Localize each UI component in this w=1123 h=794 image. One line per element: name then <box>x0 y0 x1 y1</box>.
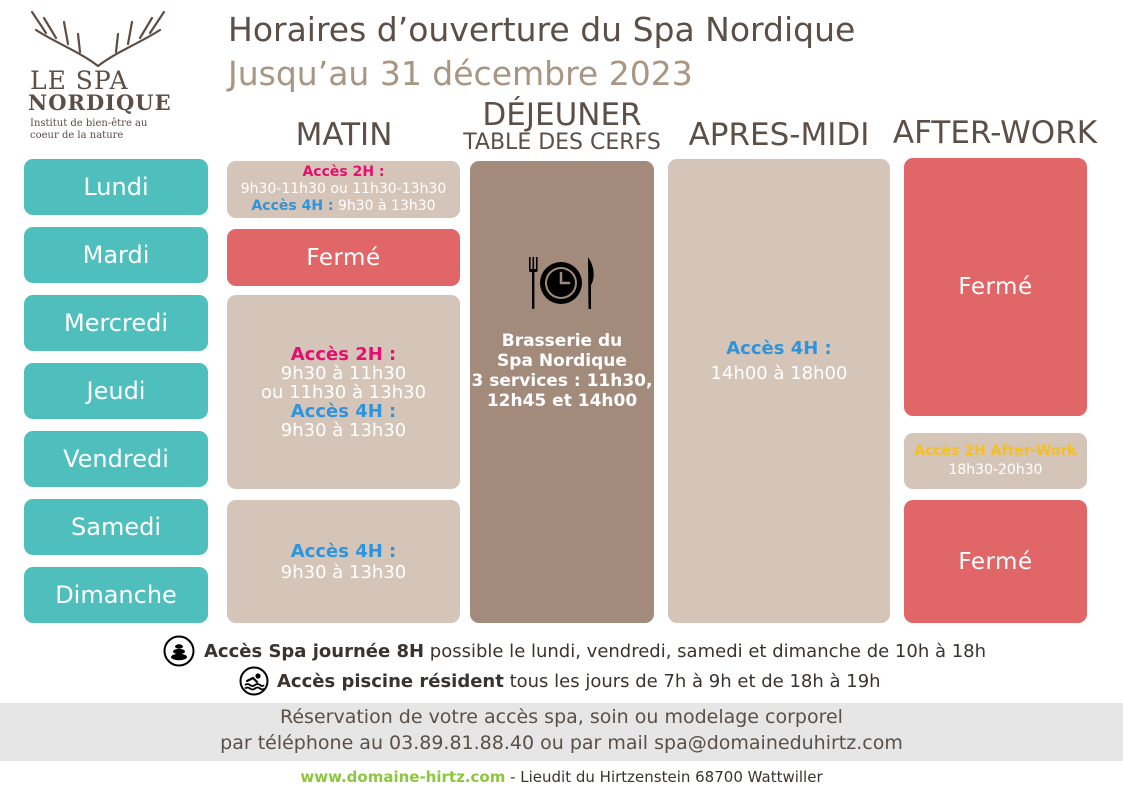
spa-day-note <box>163 636 986 666</box>
pool-note-text <box>277 671 881 692</box>
day-dimanche <box>24 567 208 623</box>
access-4h-label: Accès 4H : <box>726 338 832 359</box>
pool-rest: tous les jours de 7h à 9h et de 18h à 19h <box>503 670 881 692</box>
matin-weekend <box>227 500 460 623</box>
day-mardi <box>24 227 208 283</box>
after-work-friday <box>904 433 1087 489</box>
reservation-line-1: Réservation de votre accès spa, soin ou modelage corporel <box>280 706 843 728</box>
logo-tagline-2: coeur de la nature <box>30 130 124 141</box>
access-2h-label: Accès 2H : <box>302 164 385 180</box>
dejeuner-text <box>470 331 654 411</box>
day-lundi <box>24 159 208 215</box>
apres-midi-content <box>711 336 848 386</box>
access-2h-label: Accès 2H : <box>290 343 397 365</box>
access-4h-hours: 9h30 à 13h30 <box>280 561 407 583</box>
access-4h-hours: 9h30 à 13h30 <box>280 419 407 441</box>
dejeuner-line-2: Spa Nordique <box>497 351 627 371</box>
day-label: Lundi <box>83 173 149 201</box>
day-samedi <box>24 499 208 555</box>
day-vendredi <box>24 431 208 487</box>
logo-tagline-1: Institut de bien-être au <box>30 118 148 129</box>
day-jeudi <box>24 363 208 419</box>
access-2h-hours-alt: ou 11h30 à 13h30 <box>260 381 427 403</box>
column-header-apres-midi: APRES-MIDI <box>688 117 870 153</box>
day-label: Dimanche <box>55 581 177 609</box>
closed-label: Fermé <box>306 244 381 271</box>
column-header-matin: MATIN <box>295 117 393 153</box>
logo-line-2: NORDIQUE <box>28 90 172 115</box>
spa-day-note-text <box>204 641 986 662</box>
matin-mardi-closed <box>227 229 460 286</box>
page-subtitle: Jusqu’au 31 décembre 2023 <box>228 54 693 93</box>
day-label: Mardi <box>82 241 150 269</box>
pool-note <box>239 666 881 696</box>
access-4h-label: Accès 4H : <box>290 400 397 422</box>
access-4h-label: Accès 4H : <box>251 198 334 214</box>
access-4h-hours: 9h30 à 13h30 <box>337 198 436 214</box>
spa-day-rest: possible le lundi, vendredi, samedi et dimanche de 10h à 18h <box>424 640 987 662</box>
column-header-after-work: AFTER-WORK <box>892 115 1098 151</box>
after-work-closed-mon-thu <box>904 158 1087 416</box>
address-text: - Lieudit du Hirtzenstein 68700 Wattwiller <box>505 768 823 786</box>
column-subheader-dejeuner: TABLE DES CERFS <box>463 130 661 155</box>
dejeuner-block <box>470 161 654 623</box>
matin-mercredi-vendredi <box>227 295 460 489</box>
closed-label: Fermé <box>958 548 1033 575</box>
dejeuner-line-3: 3 services : 11h30, <box>471 371 653 391</box>
dejeuner-line-1: Brasserie du <box>501 331 623 351</box>
access-4h-label: Accès 4H : <box>290 540 397 562</box>
closed-label: Fermé <box>958 274 1033 300</box>
page-title: Horaires d’ouverture du Spa Nordique <box>228 10 856 49</box>
logo <box>24 8 174 141</box>
day-mercredi <box>24 295 208 351</box>
column-header-dejeuner: DÉJEUNER <box>482 97 642 133</box>
access-4h-row <box>251 198 435 215</box>
reservation-line-2: par téléphone au 03.89.81.88.40 ou par mail spa@domaineduhirtz.com <box>220 732 903 754</box>
swimming-icon <box>239 666 269 696</box>
spa-day-bold: Accès Spa journée 8H <box>204 640 425 662</box>
day-label: Samedi <box>71 513 161 541</box>
cutlery-clock-icon <box>522 253 602 313</box>
access-2h-hours: 9h30 à 11h30 <box>280 362 407 384</box>
matin-lundi <box>227 161 460 218</box>
day-label: Mercredi <box>63 309 168 337</box>
day-label: Vendredi <box>63 445 169 473</box>
antlers-icon <box>28 8 168 68</box>
logo-line-1: LE SPA <box>30 66 129 95</box>
after-work-closed-weekend <box>904 500 1087 623</box>
access-4h-hours: 14h00 à 18h00 <box>710 363 848 384</box>
access-2h-hours: 9h30-11h30 ou 11h30-13h30 <box>240 181 447 197</box>
pool-bold: Accès piscine résident <box>277 670 504 692</box>
dejeuner-line-4: 12h45 et 14h00 <box>486 391 638 411</box>
website-line <box>0 768 1123 786</box>
website-link[interactable]: www.domaine-hirtz.com <box>300 768 506 786</box>
apres-midi-block <box>668 159 890 623</box>
after-work-label: Accès 2H After-Work <box>914 443 1077 459</box>
after-work-hours: 18h30-20h30 <box>948 462 1043 478</box>
day-label: Jeudi <box>86 377 146 405</box>
spa-stones-icon <box>163 635 195 667</box>
